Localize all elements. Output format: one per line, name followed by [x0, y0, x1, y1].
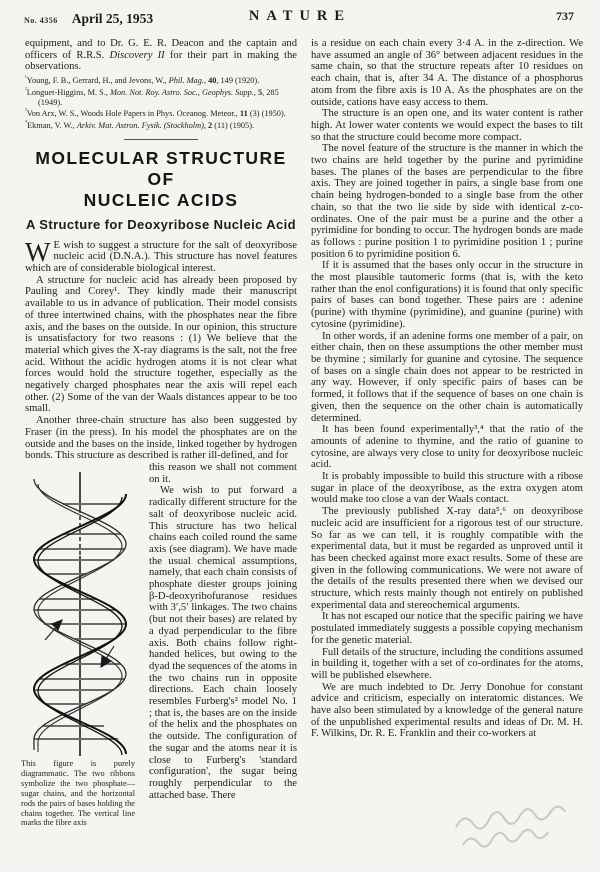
footnote-3: $^{^3}$Von Arx, W. S., Woods Hole Papers in Phys. Oceanog. Meteor., 11 (3) (1950). — [25, 108, 286, 119]
footnote-1: $^{^1}$Young, F. B., Gerrard, H., and Jevons, W., Phil. Mag., 40, 149 (1920). — [25, 75, 260, 86]
paragraph-copying-mechanism: It has not escaped our notice that the specific pairing we have postulated immediately suggests a possible copying mechanism for the genetic material. — [311, 611, 583, 646]
page-header — [0, 0, 600, 31]
paragraph-two-helical-chains: We wish to put forward a radically different structure for the salt of deoxyribose nucleic acid. This structure has two helical chains each coiled round the same axis (see diagram). We have made the usual chemical assumptions, namely, that each chain consists of phosphate diester groups joining β-D-deoxyribofuranose residues with 3′,5′ linkages. The two chains (but not their bases) are related by a dyad perpendicular to the fibre axis. Both chains follow right-handed helices, but owing to the dyad the sequences of the atoms in the two chains run in opposite directions. Each chain loosely resembles Furberg's² model No. 1 ; that is, the bases are on the inside of the helix and the phosphates on the outside. The configuration of the sugar and the atoms near it is close to Furberg's 'standard configuration', the sugar being roughly perpendicular to the attached base. There — [149, 485, 297, 801]
two-column-layout — [0, 31, 600, 828]
paragraph-tautomeric-forms: If it is assumed that the bases only occur in the structure in the most plausible tautomeric forms (that is, with the keto rather than the enol configurations) it is found that only specific pairs of bases can bond together. These pairs are : adenine (purine) with thymine (pyrimidine), and guanine (purine) with cytosine (pyrimidine). — [311, 260, 583, 330]
paragraph-novel-feature: The novel feature of the structure is the manner in which the two chains are held together by the purine and pyrimidine bases. The planes of the bases are perpendicular to the fibre axis. They are joined together in pairs, a single base from one chain being hydrogen-bonded to a single base from the other chain, so that the two lie side by side with identical z-co-ordinates. One of the pair must be a purine and the other a pyrimidine for bonding to occur. The hydrogen bonds are made as follows : purine position 1 to pyrimidine position 1 ; purine position 6 to pyrimidine position 6. — [311, 143, 583, 260]
right-column — [311, 38, 583, 828]
paragraph-fraser-end: this reason we shall not comment on it. — [149, 461, 297, 485]
section-divider — [124, 139, 198, 140]
issue-date: April 25, 1953 — [71, 11, 154, 26]
page-number: 737 — [556, 9, 574, 23]
paragraph-open-structure: The structure is an open one, and its water content is rather high. At lower water contents we would expect the bases to tilt so that the structure could become more compact. — [311, 108, 583, 143]
figure-caption: This figure is purely diagrammatic. The two ribbons symbolize the two phosphate—sugar chains, and the horizontal rods the pairs of bases holding the chains together. The vertical line marks the fibre axis — [21, 758, 135, 828]
reference-list — [25, 76, 297, 131]
figure-wrap-zone — [21, 461, 297, 828]
paragraph-pauling-corey: A structure for nucleic acid has already been proposed by Pauling and Corey¹. They kindly made their manuscript available to us in advance of publication. Their model consists of three intertwined chains, with the phosphates near the fibre axis, and the bases on the outside. In our opinion, this structure is unsatisfactory for two reasons : (1) We believe that the material which gives the X-ray diagrams is the salt, not the free acid. Without the acidic hydrogen atoms it is not clear what forces would hold the structure together, especially as the negatively charged phosphates near the axis will repel each other. (2) Some of the van der Waals distances appear to be too small. — [25, 274, 297, 415]
left-column — [21, 38, 297, 828]
paragraph-xray-data: The previously published X-ray data⁵,⁶ on deoxyribose nucleic acid are insufficient for a rigorous test of our structure. So far as we can tell, it is roughly compatible with the experimental data, but it must be regarded as unproved until it has been checked against more exact results. Some of these are given in the following communications. We were not aware of the details of the results presented there when we devised our structure, which rests mainly though not entirely on published experimental data and stereochemical arguments. — [311, 506, 583, 611]
paragraph-residue-spacing: is a residue on each chain every 3·4 A. in the z-direction. We have assumed an angle of 36° between adjacent residues in the same chain, so that the structure repeats after 10 residues on each chain, that is, after 34 A. The distance of a phosphorus atom from the fibre axis is 10 A. As the phosphates are on the outside, cations have easy access to them. — [311, 38, 583, 108]
drop-cap: W — [25, 236, 51, 267]
footnote-2: $^{^2}$Longuet-Higgins, M. S., Mon. Not. Roy. Astro. Soc., Geophys. Supp., 5, 285 (1949). — [25, 87, 279, 107]
paragraph-acknowledgements: We are much indebted to Dr. Jerry Donohue for constant advice and criticism, especially on interatomic distances. We have also been stimulated by a knowledge of the general nature of the unpublished experimental results and ideas of Dr. M. H. F. Wilkins, Dr. R. E. Franklin and their co-workers at — [311, 681, 583, 740]
footnote-4: $^{^4}$Ekman, V. W., Arkiv. Mat. Astron. Fysik. (Stockholm), 2 (11) (1905). — [25, 120, 255, 130]
paragraph-ribose-impossible: It is probably impossible to build this structure with a ribose sugar in place of the deoxyribose, as the extra oxygen atom would make too close a van der Waals contact. — [311, 471, 583, 506]
journal-title: NATURE — [248, 8, 352, 24]
ship-name-italic: Discovery II — [109, 49, 165, 61]
article-subtitle: A Structure for Deoxyribose Nucleic Acid — [25, 216, 297, 232]
closing-text: equipment, and to Dr. G. E. R. Deacon and the captain and officers of R.R.S. — [25, 38, 297, 61]
article-title: MOLECULAR STRUCTURE OF NUCLEIC ACIDS — [35, 147, 287, 210]
figure-block — [21, 464, 141, 828]
paragraph-base-pairing: In other words, if an adenine forms one member of a pair, on either chain, then on these assumptions the other member must be thymine ; similarly for guanine and cytosine. The sequence of bases on a single chain does not appear to be restricted in any way. However, if only specific pairs of bases can be formed, it follows that if the sequence of bases on one chain is given, then the sequence on the other chain is automatically determined. — [311, 330, 583, 424]
paragraph-fraser-start: Another three-chain structure has also been suggested by Fraser (in the press). In his model the phosphates are on the outside and the bases on the inside, linked together by hydrogen bonds. This structure as described is rather ill-defined, and for — [25, 415, 297, 462]
paragraph-experimental-ratios: It has been found experimentally³,⁴ that the ratio of the amounts of adenine to thymine, and the ratio of guanine to cytosine, are always very close to unity for deoxyribose nucleic acid. — [311, 424, 583, 471]
previous-article-closing — [25, 38, 297, 73]
closing-text-end: for their part in making the observations. — [25, 49, 297, 73]
double-helix-figure — [21, 464, 141, 756]
issue-number: No. 4356 — [24, 16, 58, 25]
paragraph-full-details: Full details of the structure, including the conditions assumed in building it, together with a set of co-ordinates for the atoms, will be published elsewhere. — [311, 646, 583, 681]
paragraph-intro: W E wish to suggest a structure for the salt of deoxyribose nucleic acid (D.N.A.). This structure has novel features which are of considerable biological interest. — [25, 236, 297, 275]
